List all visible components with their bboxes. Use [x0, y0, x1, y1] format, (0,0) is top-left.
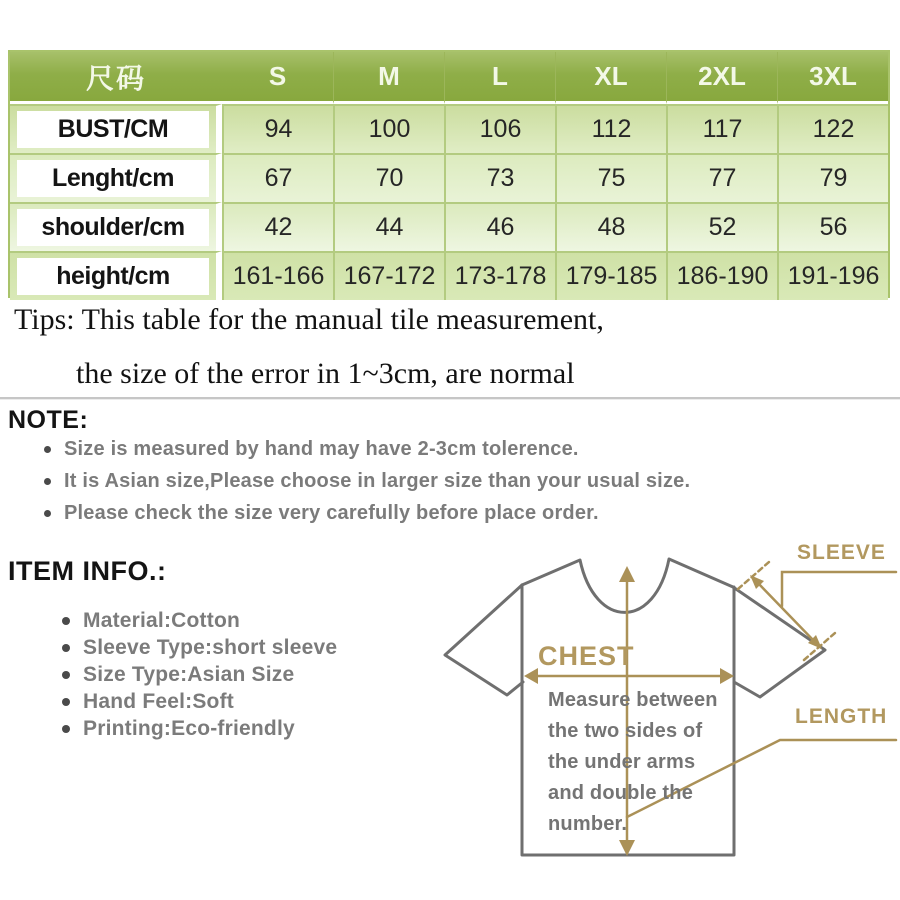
- row-label-shoulder: shoulder/cm: [10, 202, 222, 251]
- height-value: 161-166: [222, 251, 333, 300]
- measure-note-line: and double the: [548, 782, 694, 804]
- note-item: [44, 470, 690, 492]
- bullet-icon: [44, 478, 51, 485]
- table-header-xl: XL: [555, 52, 666, 104]
- height-value: 167-172: [333, 251, 444, 300]
- size-table: [8, 50, 890, 298]
- tips-line-1: Tips: This table for the manual tile measurement,: [14, 303, 604, 336]
- shoulder-value: 52: [666, 202, 777, 251]
- height-value: 191-196: [777, 251, 888, 300]
- table-header-2xl: 2XL: [666, 52, 777, 104]
- table-header-l: L: [444, 52, 555, 104]
- length-value: 75: [555, 153, 666, 202]
- chest-measure-note: [548, 685, 733, 840]
- item-info-text: Sleeve Type:short sleeve: [83, 636, 338, 659]
- table-header-size: 尺码: [10, 52, 222, 104]
- item-info-text: Printing:Eco-friendly: [83, 717, 295, 740]
- note-list: [44, 438, 690, 534]
- table-header-s: S: [222, 52, 333, 104]
- item-info-text: Material:Cotton: [83, 609, 240, 632]
- item-info-item: [62, 664, 337, 685]
- item-info-item: [62, 610, 337, 631]
- length-value: 77: [666, 153, 777, 202]
- height-value: 179-185: [555, 251, 666, 300]
- shoulder-value: 46: [444, 202, 555, 251]
- chest-label: CHEST: [538, 641, 635, 671]
- row-label-length: Lenght/cm: [10, 153, 222, 202]
- bullet-icon: [62, 644, 70, 652]
- height-value: 186-190: [666, 251, 777, 300]
- bullet-icon: [44, 510, 51, 517]
- bust-value: 100: [333, 104, 444, 153]
- item-info-item: [62, 637, 337, 658]
- item-info-item: [62, 691, 337, 712]
- note-item-text: Size is measured by hand may have 2-3cm tolerence.: [64, 438, 579, 460]
- note-item-text: Please check the size very carefully before place order.: [64, 502, 599, 524]
- bullet-icon: [62, 725, 70, 733]
- bullet-icon: [62, 671, 70, 679]
- note-heading: NOTE:: [8, 406, 89, 434]
- item-info-item: [62, 718, 337, 739]
- measure-note-line: Measure between: [548, 689, 718, 711]
- row-label-height: height/cm: [10, 251, 222, 300]
- shoulder-value: 44: [333, 202, 444, 251]
- note-item: [44, 502, 690, 524]
- bullet-icon: [62, 617, 70, 625]
- item-info-heading: ITEM INFO.:: [8, 556, 167, 586]
- length-label: LENGTH: [795, 705, 888, 728]
- bullet-icon: [44, 446, 51, 453]
- length-value: 67: [222, 153, 333, 202]
- bust-value: 117: [666, 104, 777, 153]
- shoulder-value: 42: [222, 202, 333, 251]
- shoulder-value: 56: [777, 202, 888, 251]
- table-header-m: M: [333, 52, 444, 104]
- bust-value: 122: [777, 104, 888, 153]
- length-value: 79: [777, 153, 888, 202]
- shoulder-value: 48: [555, 202, 666, 251]
- length-value: 70: [333, 153, 444, 202]
- row-label-bust: BUST/CM: [10, 104, 222, 153]
- tshirt-diagram: [430, 535, 900, 880]
- note-item-text: It is Asian size,Please choose in larger size than your usual size.: [64, 470, 691, 492]
- item-info-text: Size Type:Asian Size: [83, 663, 295, 686]
- item-info-list: [62, 610, 337, 745]
- sleeve-label: SLEEVE: [797, 541, 886, 564]
- bust-value: 94: [222, 104, 333, 153]
- table-header-3xl: 3XL: [777, 52, 888, 104]
- measure-note-line: the two sides of: [548, 720, 703, 742]
- bust-value: 106: [444, 104, 555, 153]
- bust-value: 112: [555, 104, 666, 153]
- bullet-icon: [62, 698, 70, 706]
- item-info-text: Hand Feel:Soft: [83, 690, 234, 713]
- measure-note-line: number.: [548, 813, 628, 835]
- measure-note-line: the under arms: [548, 751, 696, 773]
- section-divider: [0, 397, 900, 399]
- height-value: 173-178: [444, 251, 555, 300]
- tips-line-2: the size of the error in 1~3cm, are normal: [76, 357, 575, 390]
- length-value: 73: [444, 153, 555, 202]
- note-item: [44, 438, 690, 460]
